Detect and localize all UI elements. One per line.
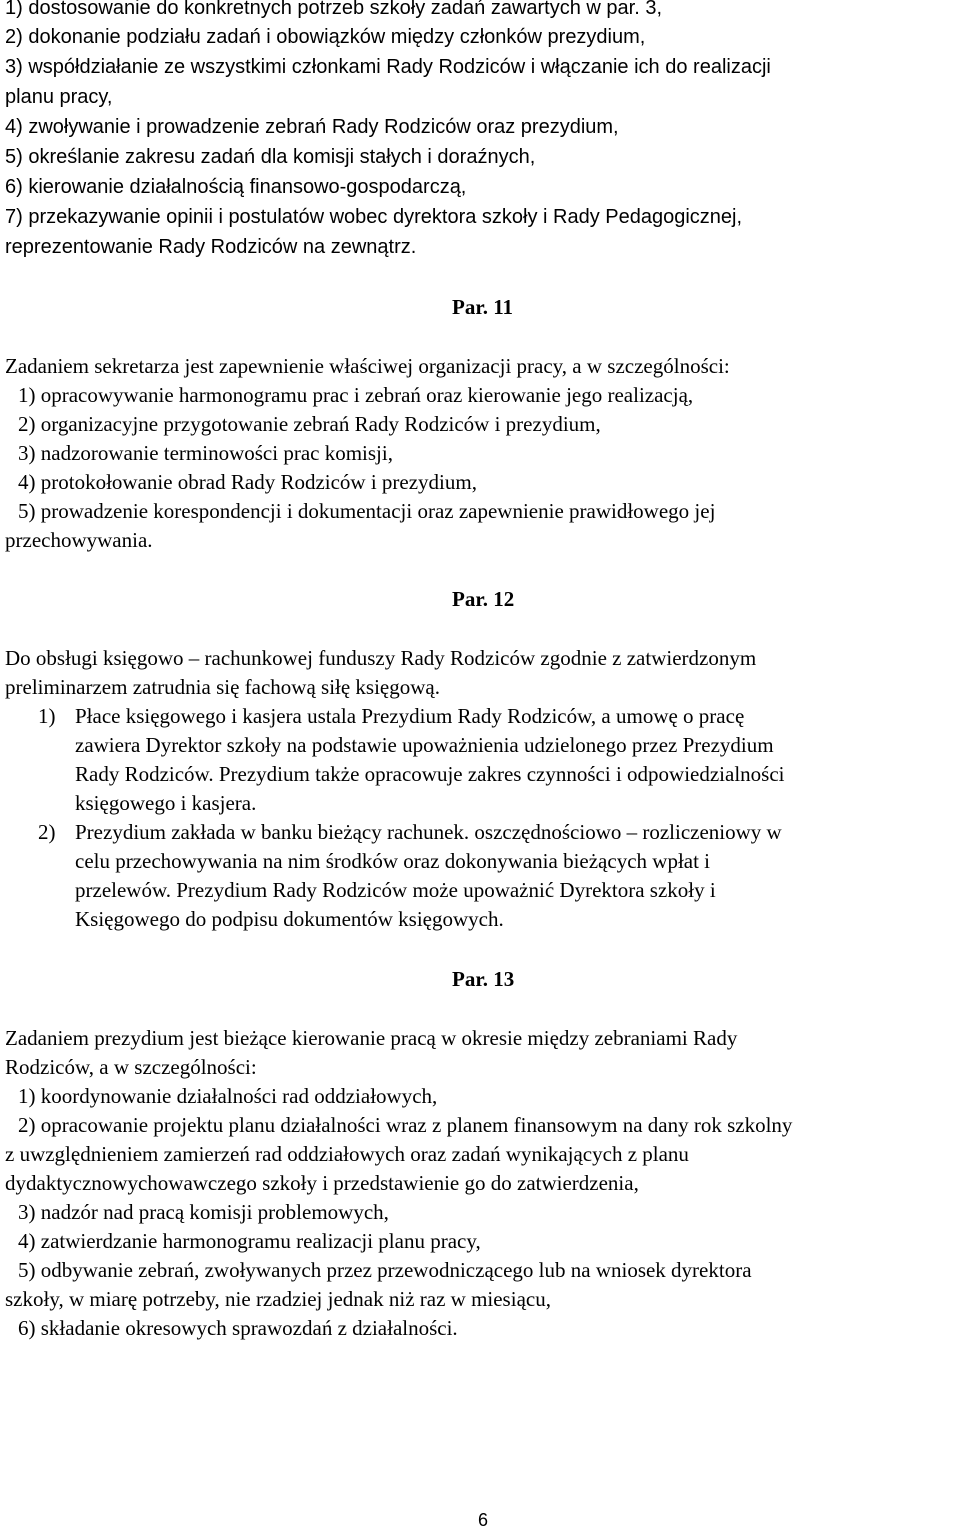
list-item: Rady Rodziców. Prezydium także opracowuje zakres czynności i odpowiedzialności — [75, 762, 785, 786]
section-intro: Do obsługi księgowo – rachunkowej funduszy Rady Rodziców zgodnie z zatwierdzonym — [5, 646, 757, 670]
list-item: 1) koordynowanie działalności rad oddziałowych, — [18, 1084, 438, 1108]
list-item: szkoły, w miarę potrzeby, nie rzadziej jednak niż raz w miesiącu, — [5, 1287, 551, 1311]
list-item: 4) zatwierdzanie harmonogramu realizacji planu pracy, — [18, 1229, 481, 1253]
list-item: 5) określanie zakresu zadań dla komisji stałych i doraźnych, — [5, 146, 536, 168]
section-intro: Zadaniem sekretarza jest zapewnienie właściwej organizacji pracy, a w szczególności: — [5, 354, 730, 378]
section-heading-par13: Par. 13 — [452, 967, 515, 991]
section-intro: Rodziców, a w szczególności: — [5, 1055, 257, 1079]
list-number: 1) — [38, 704, 56, 728]
list-item: przelewów. Prezydium Rady Rodziców może upoważnić Dyrektora szkoły i — [75, 878, 716, 902]
list-item: dydaktycznowychowawczego szkoły i przedstawienie go do zatwierdzenia, — [5, 1171, 639, 1195]
list-item: 3) nadzór nad pracą komisji problemowych, — [18, 1200, 389, 1224]
list-item: 1) opracowywanie harmonogramu prac i zebrań oraz kierowanie jego realizacją, — [18, 383, 694, 407]
section-heading-par12: Par. 12 — [452, 587, 515, 611]
list-item: 2) opracowanie projektu planu działalności wraz z planem finansowym na dany rok szkolny — [18, 1113, 793, 1137]
list-item: 4) zwoływanie i prowadzenie zebrań Rady Rodziców oraz prezydium, — [5, 116, 619, 138]
section-intro: preliminarzem zatrudnia się fachową siłę księgową. — [5, 675, 440, 699]
list-item: 3) nadzorowanie terminowości prac komisji, — [18, 441, 393, 465]
list-item: reprezentowanie Rady Rodziców na zewnątrz. — [5, 236, 417, 258]
list-item: 3) współdziałanie ze wszystkimi członkami Rady Rodziców i włączanie ich do realizacji — [5, 56, 771, 78]
list-item: 6) składanie okresowych sprawozdań z działalności. — [18, 1316, 458, 1340]
list-item: 2) dokonanie podziału zadań i obowiązków między członków prezydium, — [5, 26, 646, 48]
list-item: księgowego i kasjera. — [75, 791, 257, 815]
list-item: 4) protokołowanie obrad Rady Rodziców i prezydium, — [18, 470, 477, 494]
list-number: 2) — [38, 820, 56, 844]
list-item: Księgowego do podpisu dokumentów księgowych. — [75, 907, 504, 931]
list-item: przechowywania. — [5, 528, 153, 552]
list-item: Prezydium zakłada w banku bieżący rachunek. oszczędnościowo – rozliczeniowy w — [75, 820, 782, 844]
list-item: 6) kierowanie działalnością finansowo-gospodarczą, — [5, 176, 467, 198]
list-item: zawiera Dyrektor szkoły na podstawie upoważnienia udzielonego przez Prezydium — [75, 733, 774, 757]
list-item: 1) dostosowanie do konkretnych potrzeb szkoły zadań zawartych w par. 3, — [5, 0, 663, 19]
list-item: planu pracy, — [5, 86, 113, 108]
list-item: z uwzględnieniem zamierzeń rad oddziałowych oraz zadań wynikających z planu — [5, 1142, 689, 1166]
list-item: 5) odbywanie zebrań, zwoływanych przez przewodniczącego lub na wniosek dyrektora — [18, 1258, 752, 1282]
list-item: 2) organizacyjne przygotowanie zebrań Rady Rodziców i prezydium, — [18, 412, 601, 436]
list-item: 7) przekazywanie opinii i postulatów wobec dyrektora szkoły i Rady Pedagogicznej, — [5, 206, 743, 228]
section-heading-par11: Par. 11 — [452, 295, 514, 319]
list-item: celu przechowywania na nim środków oraz dokonywania bieżących wpłat i — [75, 849, 711, 873]
list-item: 5) prowadzenie korespondencji i dokumentacji oraz zapewnienie prawidłowego jej — [18, 499, 716, 523]
section-intro: Zadaniem prezydium jest bieżące kierowanie pracą w okresie między zebraniami Rady — [5, 1026, 738, 1050]
list-item: Płace księgowego i kasjera ustala Prezydium Rady Rodziców, a umowę o pracę — [75, 704, 745, 728]
page-number: 6 — [478, 1510, 489, 1530]
